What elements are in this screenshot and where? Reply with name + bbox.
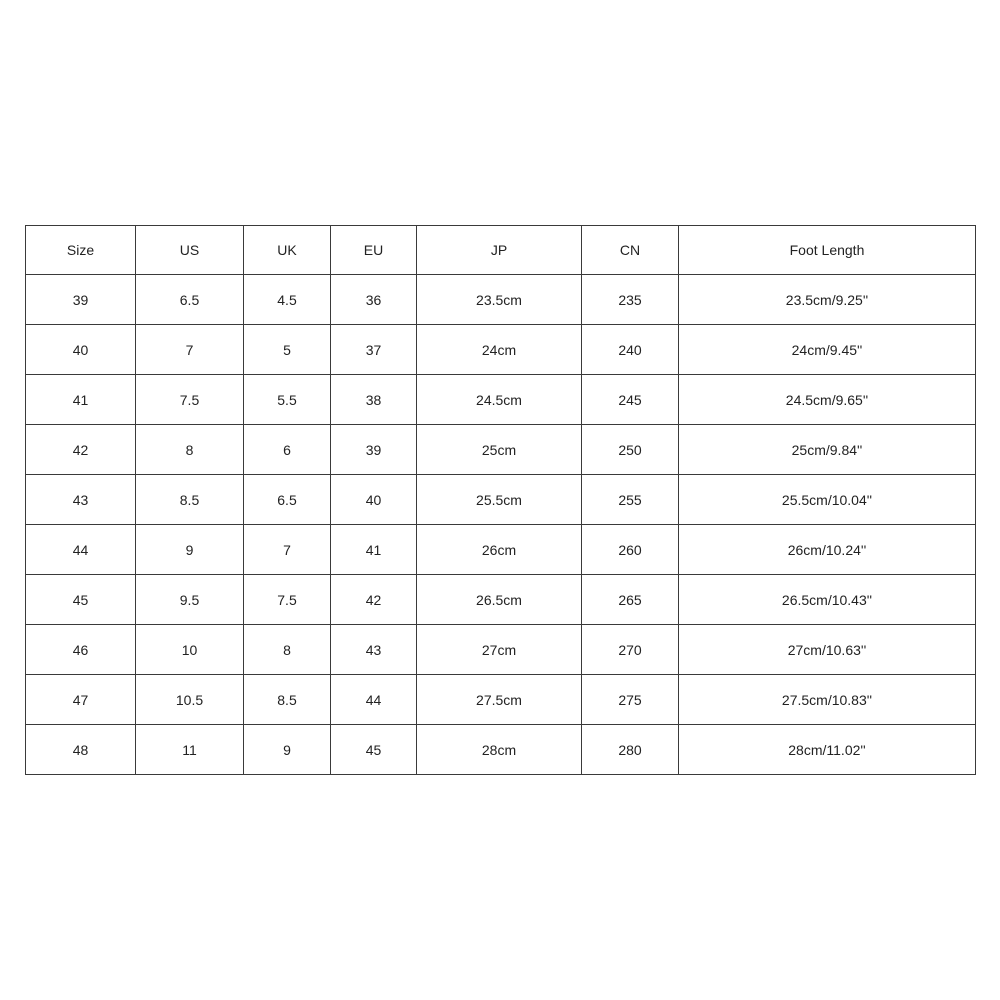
table-row (26, 525, 976, 575)
cell-uk: 9 (244, 725, 331, 775)
cell-cn: 275 (582, 675, 679, 725)
cell-eu: 40 (331, 475, 417, 525)
cell-size: 48 (26, 725, 136, 775)
cell-uk: 4.5 (244, 275, 331, 325)
cell-foot-length: 23.5cm/9.25'' (679, 275, 976, 325)
header-size: Size (26, 226, 136, 275)
cell-foot-length: 24cm/9.45'' (679, 325, 976, 375)
table-row (26, 675, 976, 725)
cell-uk: 8 (244, 625, 331, 675)
cell-uk: 5.5 (244, 375, 331, 425)
cell-jp: 25cm (417, 425, 582, 475)
cell-size: 44 (26, 525, 136, 575)
cell-us: 8.5 (136, 475, 244, 525)
cell-eu: 37 (331, 325, 417, 375)
table-row (26, 275, 976, 325)
cell-size: 47 (26, 675, 136, 725)
cell-size: 42 (26, 425, 136, 475)
cell-cn: 270 (582, 625, 679, 675)
table-row (26, 325, 976, 375)
header-uk: UK (244, 226, 331, 275)
cell-size: 45 (26, 575, 136, 625)
cell-uk: 7.5 (244, 575, 331, 625)
cell-size: 46 (26, 625, 136, 675)
cell-us: 9.5 (136, 575, 244, 625)
cell-jp: 26.5cm (417, 575, 582, 625)
cell-us: 6.5 (136, 275, 244, 325)
cell-cn: 245 (582, 375, 679, 425)
cell-foot-length: 27cm/10.63'' (679, 625, 976, 675)
cell-jp: 27.5cm (417, 675, 582, 725)
header-us: US (136, 226, 244, 275)
cell-us: 7 (136, 325, 244, 375)
cell-foot-length: 26cm/10.24'' (679, 525, 976, 575)
table-row (26, 575, 976, 625)
cell-jp: 27cm (417, 625, 582, 675)
cell-jp: 25.5cm (417, 475, 582, 525)
cell-jp: 24.5cm (417, 375, 582, 425)
cell-cn: 260 (582, 525, 679, 575)
cell-cn: 250 (582, 425, 679, 475)
cell-jp: 24cm (417, 325, 582, 375)
cell-us: 11 (136, 725, 244, 775)
cell-eu: 45 (331, 725, 417, 775)
cell-us: 10.5 (136, 675, 244, 725)
size-chart-table (25, 225, 976, 775)
cell-size: 41 (26, 375, 136, 425)
table-row (26, 625, 976, 675)
cell-us: 7.5 (136, 375, 244, 425)
cell-us: 10 (136, 625, 244, 675)
cell-foot-length: 26.5cm/10.43'' (679, 575, 976, 625)
cell-eu: 44 (331, 675, 417, 725)
table-row (26, 725, 976, 775)
header-row (26, 226, 976, 275)
table-row (26, 475, 976, 525)
cell-uk: 6 (244, 425, 331, 475)
cell-jp: 26cm (417, 525, 582, 575)
header-foot-length: Foot Length (679, 226, 976, 275)
cell-eu: 41 (331, 525, 417, 575)
cell-jp: 23.5cm (417, 275, 582, 325)
cell-us: 8 (136, 425, 244, 475)
cell-uk: 6.5 (244, 475, 331, 525)
cell-eu: 39 (331, 425, 417, 475)
cell-eu: 42 (331, 575, 417, 625)
cell-uk: 5 (244, 325, 331, 375)
cell-foot-length: 24.5cm/9.65'' (679, 375, 976, 425)
cell-size: 39 (26, 275, 136, 325)
header-jp: JP (417, 226, 582, 275)
cell-eu: 38 (331, 375, 417, 425)
cell-cn: 255 (582, 475, 679, 525)
table-row (26, 375, 976, 425)
header-cn: CN (582, 226, 679, 275)
cell-size: 43 (26, 475, 136, 525)
table-row (26, 425, 976, 475)
cell-jp: 28cm (417, 725, 582, 775)
cell-cn: 235 (582, 275, 679, 325)
cell-cn: 240 (582, 325, 679, 375)
table-body (26, 275, 976, 775)
cell-foot-length: 25.5cm/10.04'' (679, 475, 976, 525)
cell-us: 9 (136, 525, 244, 575)
cell-foot-length: 28cm/11.02'' (679, 725, 976, 775)
cell-uk: 7 (244, 525, 331, 575)
cell-foot-length: 25cm/9.84'' (679, 425, 976, 475)
header-eu: EU (331, 226, 417, 275)
cell-eu: 36 (331, 275, 417, 325)
cell-foot-length: 27.5cm/10.83'' (679, 675, 976, 725)
cell-eu: 43 (331, 625, 417, 675)
cell-uk: 8.5 (244, 675, 331, 725)
cell-cn: 280 (582, 725, 679, 775)
cell-cn: 265 (582, 575, 679, 625)
cell-size: 40 (26, 325, 136, 375)
